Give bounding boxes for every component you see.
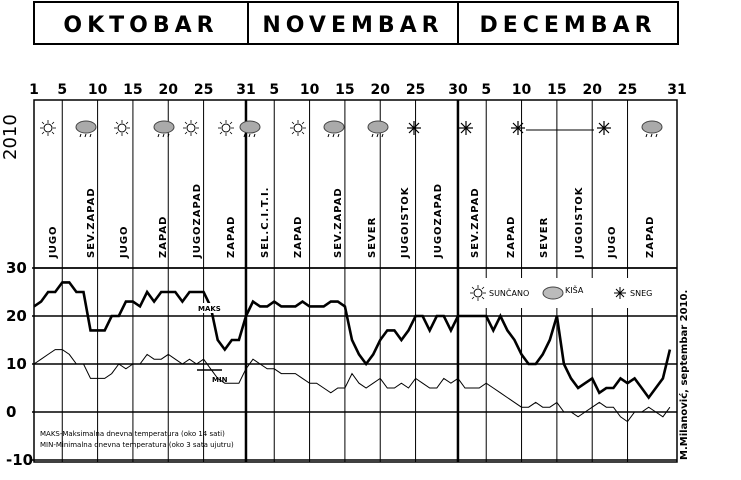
legend-rain-icon (543, 287, 563, 299)
cloud-rain-icon (76, 121, 96, 137)
cloud-shape (154, 121, 174, 133)
sun-ray (126, 122, 128, 124)
day-tick-label: 15 (547, 82, 567, 98)
day-tick-label: 20 (582, 82, 602, 98)
day-tick-label: 10 (299, 82, 320, 98)
wind-label: JUGO (607, 225, 618, 258)
day-tick-label: 20 (370, 82, 390, 98)
raindrop (90, 134, 91, 137)
wind-label: JUGOZAPAD (192, 183, 203, 258)
wind-label: SEV.ZAPAD (86, 187, 97, 258)
y-tick-label: 0 (6, 403, 17, 421)
sun-icon (183, 120, 199, 136)
raindrop (656, 134, 657, 137)
day-tick-label: 5 (269, 82, 280, 98)
sun-ray (185, 132, 187, 134)
wind-labels (48, 183, 656, 259)
month-header (34, 2, 678, 44)
sun-ray (116, 122, 118, 124)
y-ticks (6, 259, 33, 469)
sun-icon (290, 120, 306, 136)
sun-core (118, 124, 126, 132)
wind-label: SEV.ZAPAD (470, 187, 481, 258)
sun-ray (126, 132, 128, 134)
day-tick-label: 31 (236, 82, 256, 98)
wind-label: ZAPAD (158, 215, 169, 258)
y-tick-label: 10 (6, 355, 27, 373)
raindrop (646, 134, 647, 137)
y-tick-label: -10 (6, 451, 34, 469)
sun-ray (220, 132, 222, 134)
day-tick-label: 5 (57, 82, 68, 98)
y-tick-label: 30 (6, 259, 27, 277)
year-label: 2010 (0, 114, 21, 160)
snow-icon (459, 121, 473, 135)
wind-label: SEVER (367, 216, 378, 258)
raindrop (328, 134, 329, 137)
sun-ray (302, 122, 304, 124)
wind-label: ZAPAD (293, 215, 304, 258)
snow-icon (597, 121, 611, 135)
legend-sun-label: SUNČANO (489, 289, 530, 298)
wind-label: SEL.C.I.T.I. (260, 186, 271, 258)
cloud-rain-icon (368, 121, 388, 137)
wind-label: ZAPAD (645, 215, 656, 258)
day-ticks (29, 82, 687, 98)
sun-ray (116, 132, 118, 134)
cloud-rain-icon (642, 121, 662, 137)
day-tick-label: 10 (87, 82, 108, 98)
day-tick-label: 25 (193, 82, 214, 98)
sun-icon (114, 120, 130, 136)
day-tick-label: 25 (405, 82, 426, 98)
icon-legend (462, 278, 674, 308)
wind-label: JUGO (119, 225, 130, 258)
wind-label: SEVER (539, 216, 550, 258)
sun-core (44, 124, 52, 132)
month-decembar: DECEMBAR (479, 13, 657, 38)
wind-label: SEV.ZAPAD (333, 187, 344, 258)
wind-label: JUGOISTOK (574, 186, 585, 258)
legend-snow-label: SNEG (630, 289, 653, 298)
wind-label: JUGOISTOK (400, 186, 411, 258)
cloud-shape (240, 121, 260, 133)
label-maks: MAKS (198, 305, 221, 313)
day-tick-label: 31 (667, 82, 687, 98)
raindrop (338, 134, 339, 137)
sun-ray (195, 122, 197, 124)
snow-icon (407, 121, 421, 135)
cloud-shape (76, 121, 96, 133)
month-oktobar: OKTOBAR (63, 13, 219, 38)
sun-ray (302, 132, 304, 134)
sun-ray (230, 122, 232, 124)
sun-ray (230, 132, 232, 134)
raindrop (254, 134, 255, 137)
raindrop (372, 134, 373, 137)
day-tick-label: 25 (617, 82, 638, 98)
note-min: MIN-Minimalna dnevna temperatura (oko 3 sata ujutru) (40, 441, 234, 449)
day-tick-label: 15 (123, 82, 143, 98)
day-tick-label: 30 (448, 82, 468, 98)
raindrop (80, 134, 81, 137)
cloud-rain-icon (324, 121, 344, 137)
cloud-shape (642, 121, 662, 133)
sun-ray (185, 122, 187, 124)
raindrop (382, 134, 383, 137)
month-novembar: NOVEMBAR (262, 13, 444, 38)
cloud-rain-icon (240, 121, 260, 137)
series-min-line (34, 350, 670, 422)
raindrop (85, 134, 86, 137)
wind-label: JUGO (48, 225, 59, 258)
sun-ray (292, 122, 294, 124)
day-tick-label: 1 (29, 82, 39, 98)
sun-ray (42, 122, 44, 124)
cloud-rain-icon (154, 121, 174, 137)
raindrop (249, 134, 250, 137)
cloud-shape (368, 121, 388, 133)
raindrop (158, 134, 159, 137)
sun-ray (52, 122, 54, 124)
day-tick-label: 20 (158, 82, 178, 98)
sun-core (294, 124, 302, 132)
sun-ray (42, 132, 44, 134)
sun-ray (220, 122, 222, 124)
raindrop (333, 134, 334, 137)
sun-ray (52, 132, 54, 134)
y-tick-label: 20 (6, 307, 27, 325)
snow-icon (511, 121, 525, 135)
day-tick-label: 5 (481, 82, 492, 98)
sun-icon (218, 120, 234, 136)
day-tick-label: 10 (511, 82, 532, 98)
note-maks: MAKS-Maksimalna dnevna temperatura (oko 14 sati) (40, 430, 225, 438)
sun-ray (292, 132, 294, 134)
sun-core (222, 124, 230, 132)
raindrop (651, 134, 652, 137)
day-tick-label: 15 (335, 82, 355, 98)
author-credit: M.Milanović, septembar 2010. (679, 289, 690, 460)
raindrop (377, 134, 378, 137)
label-min: MIN (212, 376, 228, 384)
wind-label: ZAPAD (226, 215, 237, 258)
cloud-shape (324, 121, 344, 133)
wind-label: ZAPAD (506, 215, 517, 258)
sun-icon (40, 120, 56, 136)
wind-label: JUGOZAPAD (433, 183, 444, 258)
sun-ray (195, 132, 197, 134)
legend-rain-label: KIŠA (565, 286, 584, 295)
sun-core (187, 124, 195, 132)
raindrop (163, 134, 164, 137)
